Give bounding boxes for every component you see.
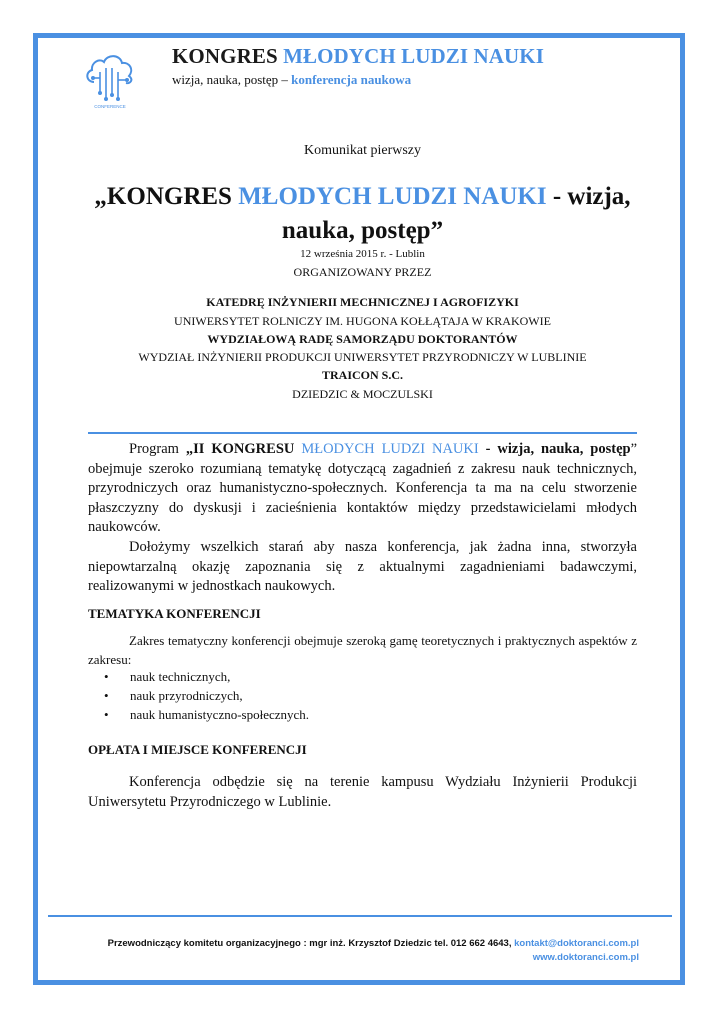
main-title-rest: - wizja, (546, 183, 631, 210)
organizer-line: UNIWERSYTET ROLNICZY IM. HUGONA KOŁŁĄTAJA W KRAKOWIE (174, 314, 551, 328)
main-title-open: „KONGRES (94, 183, 239, 210)
list-item-label: nauk technicznych, (130, 669, 231, 684)
organized-by: ORGANIZOWANY PRZEZ (293, 265, 432, 279)
main-title (0, 180, 725, 248)
main-title-line1 (0, 180, 725, 214)
program-rest: obejmuje szeroko rozumianą tematykę dotyczącą zagadnień z zakresu nauk technicznych, przyrodniczych oraz humanistyczno-społecznych. Konferencja ta ma na celu stworzenie płaszczyzny do dyskusji i zacieśnienia kontaktów między przedstawicielami młodych naukowców. (88, 460, 637, 535)
organizer-line: DZIEDZIC & MOCZULSKI (292, 387, 433, 401)
logo-caption: CONFERENCE (94, 104, 126, 109)
footer-email-link[interactable]: kontakt@doktoranci.com.pl (514, 938, 639, 949)
program-paragraph (88, 440, 637, 538)
header-subtitle (172, 72, 411, 88)
cloud-circuit-logo-icon (82, 48, 138, 110)
header-title-part2: MŁODYCH LUDZI NAUKI (283, 44, 544, 68)
list-item-label: nauk przyrodniczych, (130, 688, 243, 703)
program-lead: Program (129, 441, 186, 457)
footer-website-row (48, 952, 639, 963)
footer-divider (48, 915, 672, 917)
organizer-line: WYDZIAŁOWĄ RADĘ SAMORZĄDU DOKTORANTÓW (207, 332, 518, 346)
header-subtitle-part2: konferencja naukowa (291, 72, 412, 87)
fee-heading: OPŁATA I MIEJSCE KONFERENCJI (88, 742, 307, 757)
bullet-icon: • (104, 688, 109, 703)
header-subtitle-part1: wizja, nauka, postęp – (172, 72, 292, 87)
topics-heading: TEMATYKA KONFERENCJI (88, 606, 261, 621)
topics-list (104, 667, 309, 724)
main-title-blue: MŁODYCH LUDZI NAUKI (238, 183, 547, 210)
list-item (104, 705, 309, 724)
header-title (172, 44, 544, 69)
event-date: 12 września 2015 r. - Lublin (300, 248, 425, 260)
main-title-line2: nauka, postęp” (281, 217, 444, 244)
bullet-icon: • (104, 707, 109, 722)
fee-text: Konferencja odbędzie się na terenie kampusu Wydziału Inżynierii Produkcji Uniwersytetu Przyrodniczego w Lublinie. (88, 774, 637, 810)
footer-chair: Przewodniczący komitetu organizacyjnego : mgr inż. Krzysztof Dziedzic tel. 012 662 4643, (107, 938, 515, 949)
announcement: Komunikat pierwszy (303, 143, 422, 158)
list-item (104, 686, 309, 705)
list-item (104, 667, 309, 686)
program-blue: MŁODYCH LUDZI NAUKI (301, 441, 479, 457)
program-bold2: - wizja, nauka, postęp (478, 441, 631, 457)
bullet-icon: • (104, 669, 109, 684)
section-divider (88, 432, 637, 434)
header-title-part1: KONGRES (172, 44, 284, 68)
organizer-line: WYDZIAŁ INŻYNIERII PRODUKCJI UNIWERSYTET PRZYRODNICZY W LUBLINIE (138, 350, 587, 364)
footer-contact (48, 938, 639, 949)
list-item-label: nauk humanistyczno-społecznych. (130, 707, 310, 722)
organizer-line: KATEDRĘ INŻYNIERII MECHNICZNEJ I AGROFIZYKI (206, 295, 519, 309)
footer-website-link[interactable]: www.doktoranci.com.pl (532, 952, 639, 963)
program-bold1: „II KONGRESU (185, 441, 302, 457)
program-close-quote: ” (630, 441, 638, 457)
organizer-line: TRAICON S.C. (321, 368, 403, 382)
program-paragraph-2: Dołożymy wszelkich starań aby nasza konferencja, jak żadna inna, stworzyła niepowtarzalną okazję zapoznania się z aktualnymi zagadnieniami badawczymi, realizowanymi w jednostkach naukowych. (88, 539, 637, 594)
topics-intro: Zakres tematyczny konferencji obejmuje szeroką gamę teoretycznych i praktycznych aspektów z zakresu: (88, 633, 637, 667)
